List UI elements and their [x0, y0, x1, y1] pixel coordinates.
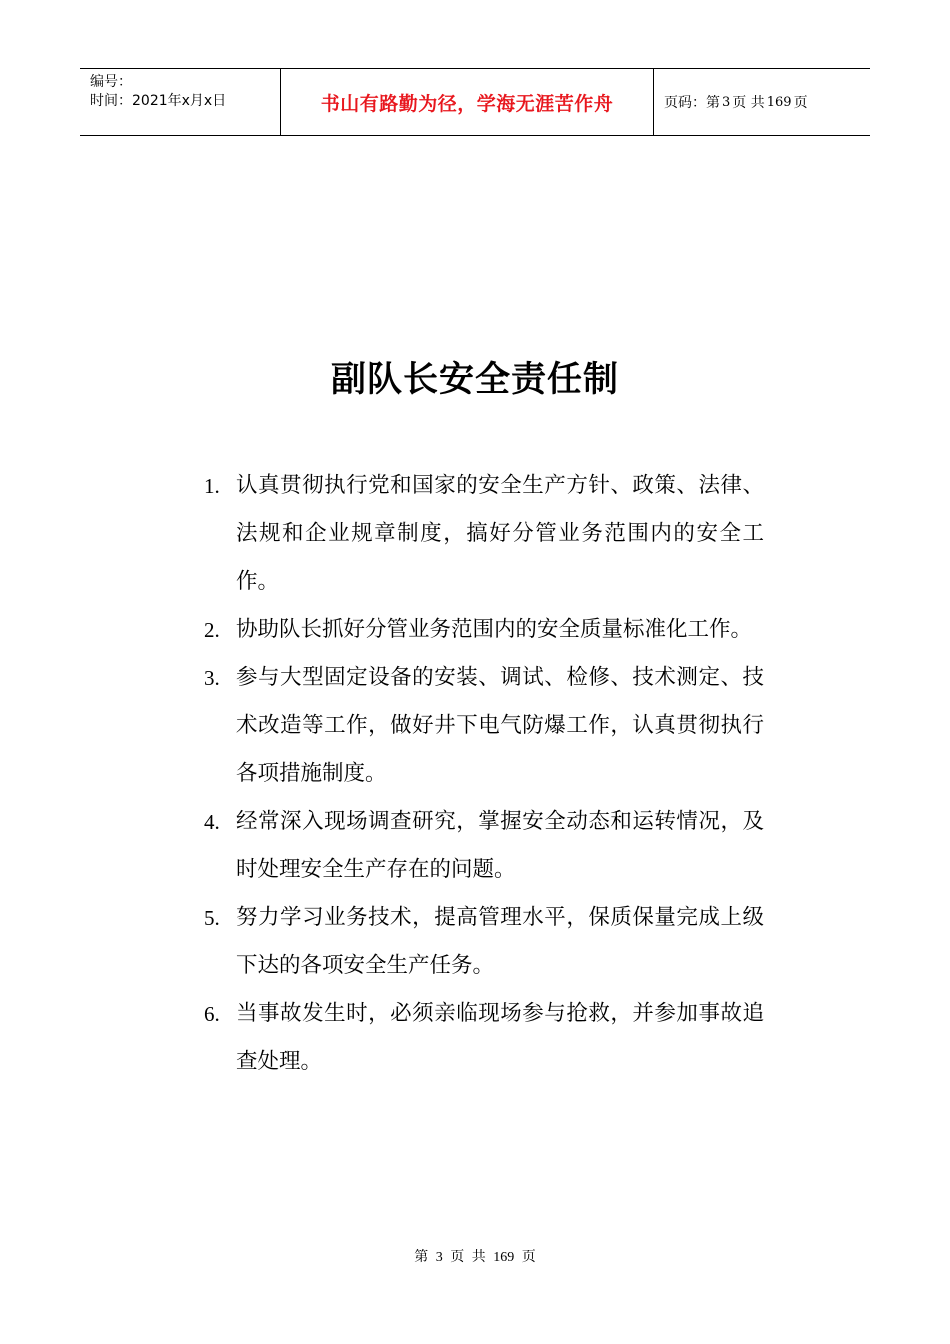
page-current: 3: [722, 94, 731, 110]
item-number: 3.: [204, 666, 220, 690]
page-suffix: 页: [793, 95, 808, 111]
item-number: 1.: [204, 474, 220, 498]
list-item: [204, 606, 764, 654]
item-text: 认真贯彻执行党和国家的安全生产方针、政策、法律、法规和企业规章制度，搞好分管业务范围内的安全工作。: [236, 473, 764, 594]
page-middle: 页 共: [732, 95, 765, 111]
header-page-cell: [654, 69, 870, 135]
page-prefix: 页码：第: [664, 95, 720, 111]
list-item: [204, 462, 764, 606]
list-item: [204, 990, 764, 1086]
page-header: [80, 68, 870, 136]
item-text: 当事故发生时，必须亲临现场参与抢救，并参加事故追查处理。: [236, 1001, 764, 1074]
list-item: [204, 894, 764, 990]
item-number: 2.: [204, 618, 220, 642]
header-motto-cell: [281, 69, 654, 135]
number-label: 编号：: [90, 74, 132, 90]
motto-text: 书山有路勤为径，学海无涯苦作舟: [320, 92, 614, 115]
item-number: 5.: [204, 906, 220, 930]
page-total: 169: [766, 94, 792, 110]
list-item: [204, 654, 764, 798]
page-footer: 第 3 页 共 169 页: [414, 1250, 536, 1265]
item-text: 参与大型固定设备的安装、调试、检修、技术测定、技术改造等工作，做好井下电气防爆工作，认真贯彻执行各项措施制度。: [236, 665, 764, 786]
item-number: 6.: [204, 1002, 220, 1026]
item-text: 努力学习业务技术，提高管理水平，保质保量完成上级下达的各项安全生产任务。: [236, 905, 764, 978]
date-label: 时间：2021年x月x日: [90, 93, 227, 109]
item-text: 经常深入现场调查研究，掌握安全动态和运转情况，及时处理安全生产存在的问题。: [236, 809, 764, 882]
responsibility-list: [204, 462, 764, 1086]
list-item: [204, 798, 764, 894]
document-title: 副队长安全责任制: [330, 360, 619, 400]
item-number: 4.: [204, 810, 220, 834]
item-text: 协助队长抓好分管业务范围内的安全质量标准化工作。: [236, 617, 753, 642]
header-meta-cell: [80, 69, 281, 135]
